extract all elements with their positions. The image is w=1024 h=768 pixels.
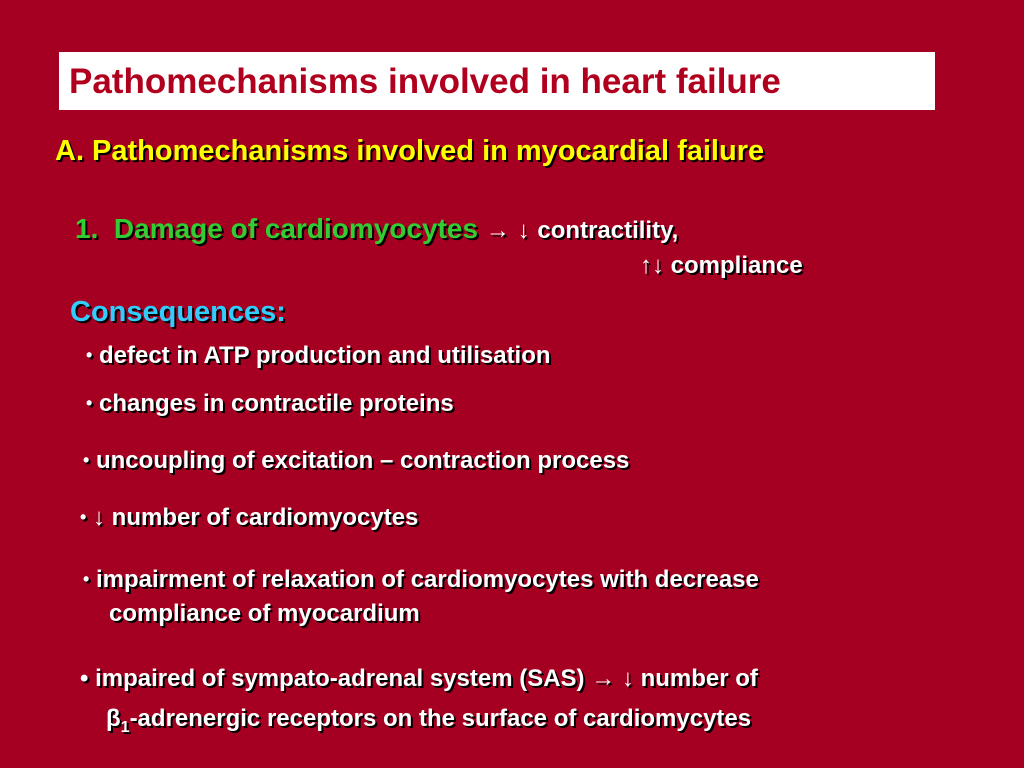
bullet-item <box>80 500 418 535</box>
bullet-text-line2: -adrenergic receptors on the surface of cardiomycytes <box>129 705 752 732</box>
effect-compliance: compliance <box>670 252 803 279</box>
bullet-text: defect in ATP production and utilisation <box>98 342 551 369</box>
bullet-text: changes in contractile proteins <box>98 390 454 417</box>
bullet-text: number of cardiomyocytes <box>111 504 419 531</box>
beta-symbol: β <box>106 705 121 732</box>
point-label: Damage of cardiomyocytes <box>113 213 479 244</box>
title-box <box>59 52 935 110</box>
bullet-text: uncoupling of excitation – contraction process <box>95 447 630 474</box>
bullet-dot: • <box>80 507 87 527</box>
section-subtitle: A. Pathomechanisms involved in myocardial failure <box>55 135 765 167</box>
bullet-text-line2-wrap <box>80 699 758 739</box>
arrow-right-icon: → <box>591 665 616 692</box>
slide-title: Pathomechanisms involved in heart failure <box>69 62 781 101</box>
bullet-item <box>86 338 551 373</box>
beta-subscript: 1 <box>120 718 130 736</box>
bullet-dot: • <box>83 569 90 589</box>
bullet-item <box>80 659 758 739</box>
arrow-right-icon: → <box>485 217 510 244</box>
point-1-continued <box>640 250 803 282</box>
bullet-text-line1b: number of <box>640 665 758 692</box>
consequences-heading: Consequences: <box>70 296 286 328</box>
arrow-down-icon: ↓ <box>517 217 530 244</box>
bullet-item <box>86 386 454 421</box>
arrow-updown-icon: ↑↓ <box>640 252 664 279</box>
bullet-dot: • <box>80 665 89 692</box>
bullet-text-line1a: impaired of sympato-adrenal system (SAS) <box>95 665 585 692</box>
arrow-down-icon: ↓ <box>92 504 105 531</box>
point-1 <box>75 211 678 249</box>
arrow-down-icon: ↓ <box>621 665 634 692</box>
point-number: 1. <box>75 213 99 244</box>
effect-contractility: contractility, <box>537 217 679 244</box>
bullet-text-line2: compliance of myocardium <box>109 600 420 627</box>
bullet-text-line1: impairment of relaxation of cardiomyocytes with decrease <box>95 566 759 593</box>
bullet-dot: • <box>83 450 90 470</box>
bullet-dot: • <box>86 393 93 413</box>
bullet-item <box>83 443 629 478</box>
bullet-dot: • <box>86 345 93 365</box>
bullet-item <box>83 562 759 631</box>
